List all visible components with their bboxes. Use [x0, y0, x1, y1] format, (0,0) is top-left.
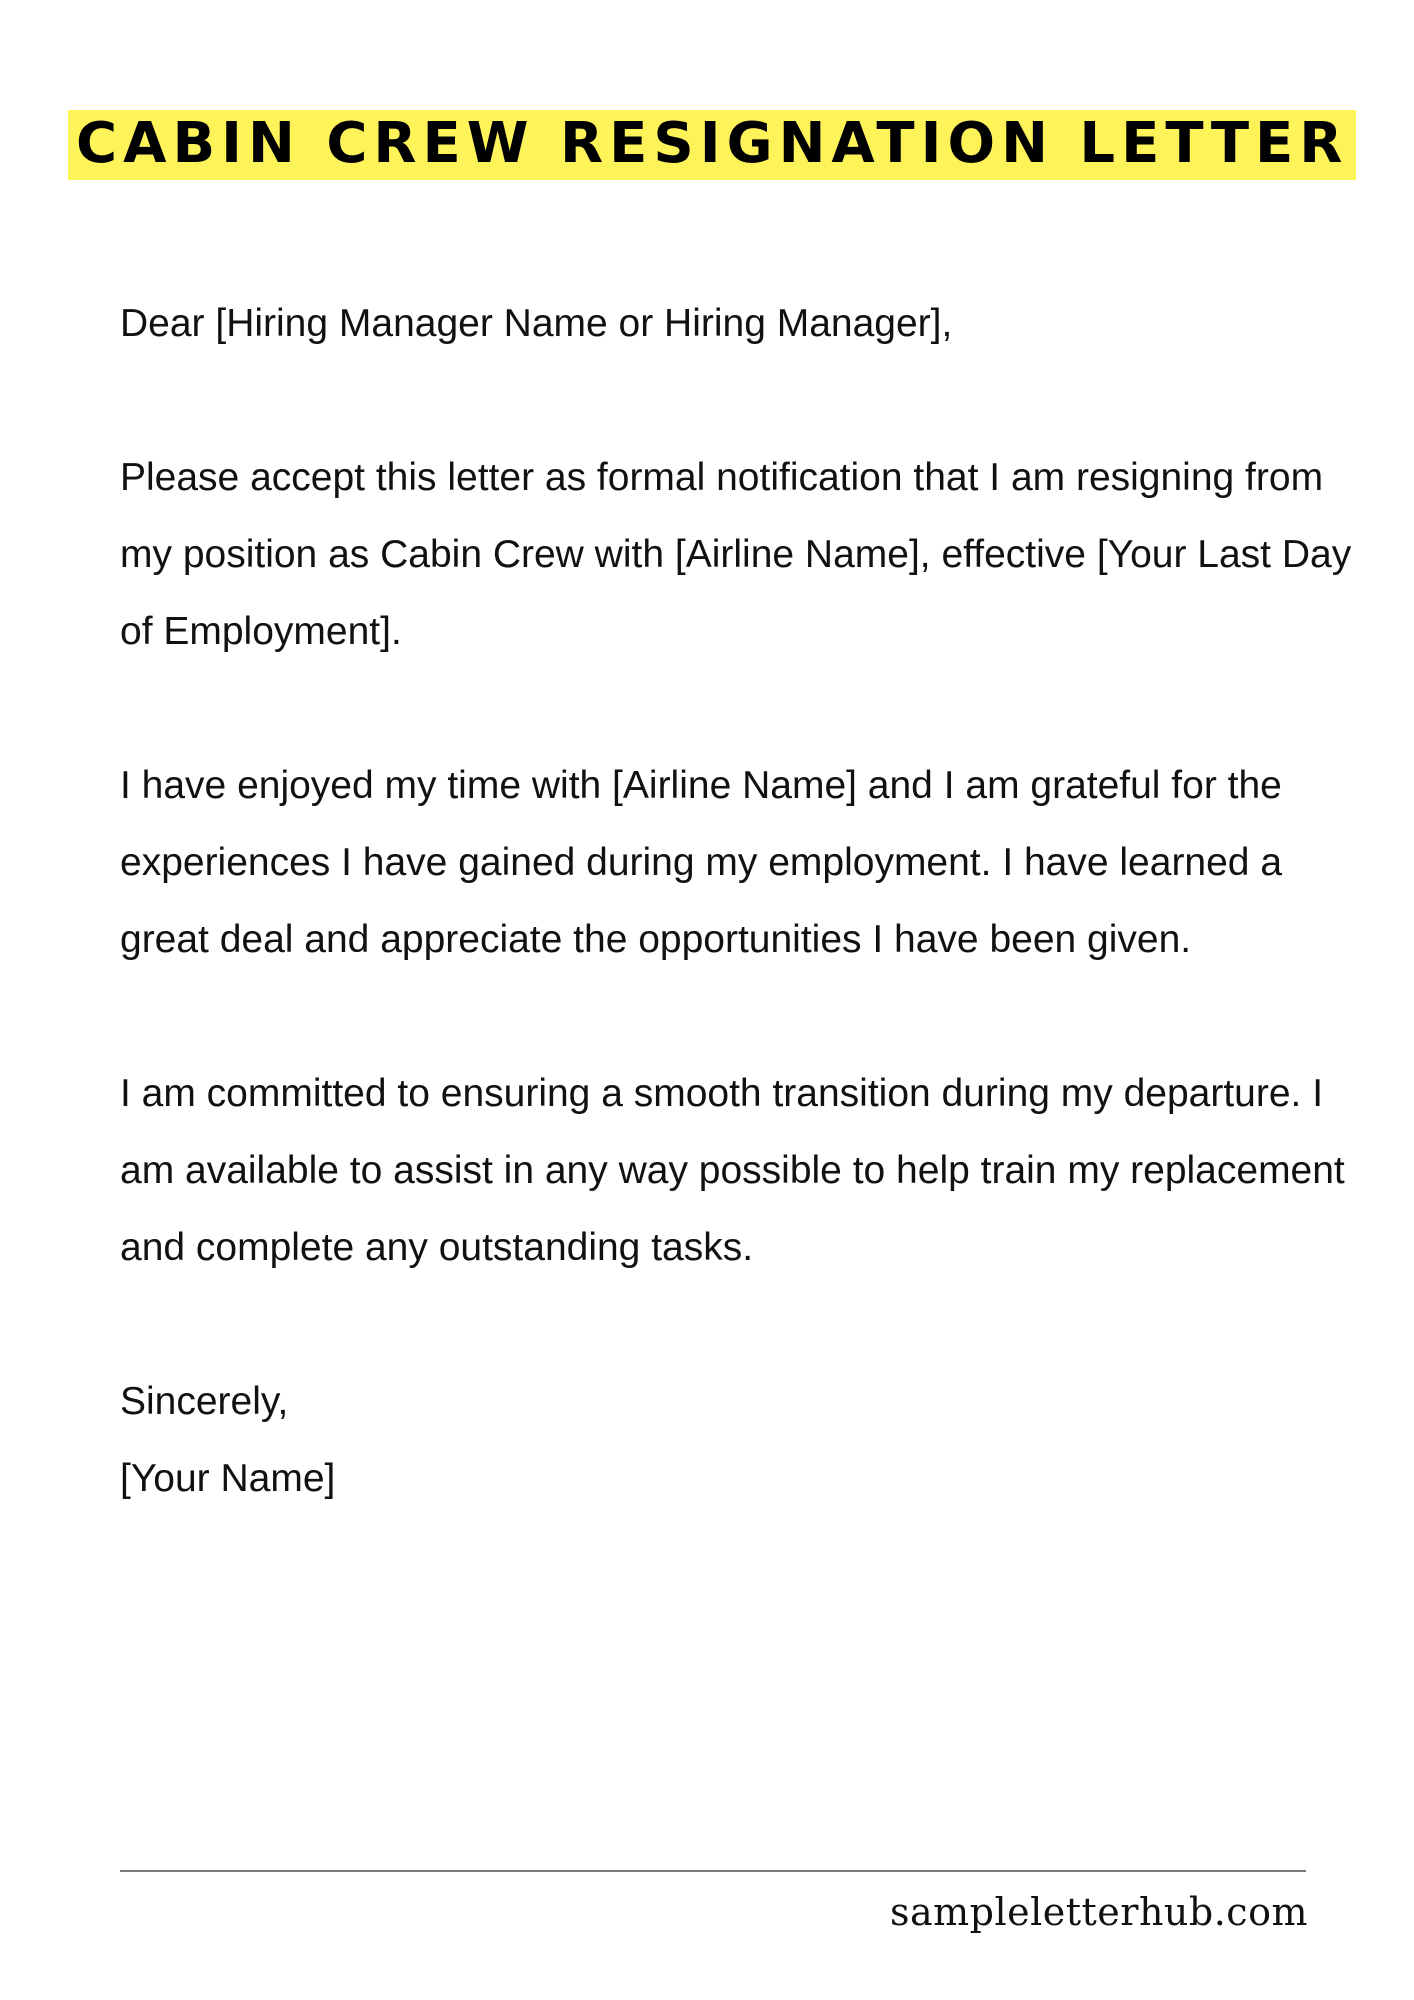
footer-divider: [120, 1870, 1306, 1872]
title-highlight: [68, 110, 1356, 180]
page-title: CABIN CREW RESIGNATION LETTER: [76, 111, 1349, 176]
closing-block: [120, 1363, 1360, 1517]
footer-website: sampleletterhub.com: [889, 1890, 1308, 1934]
closing: Sincerely,: [120, 1380, 289, 1423]
salutation: Dear [Hiring Manager Name or Hiring Manager],: [120, 302, 953, 345]
signature: [Your Name]: [120, 1457, 336, 1500]
letter-body: [120, 285, 1360, 1517]
paragraph-notification: Please accept this letter as formal notification that I am resigning from my position as Cabin Crew with [Airline Name], effective [Your Last Day of Employment].: [120, 456, 1352, 653]
paragraph-gratitude: I have enjoyed my time with [Airline Name] and I am grateful for the experiences I have gained during my employment. I have learned a great deal and appreciate the opportunities I have been given.: [120, 764, 1283, 961]
paragraph-transition: I am committed to ensuring a smooth transition during my departure. I am available to assist in any way possible to help train my replacement and complete any outstanding tasks.: [120, 1072, 1345, 1269]
